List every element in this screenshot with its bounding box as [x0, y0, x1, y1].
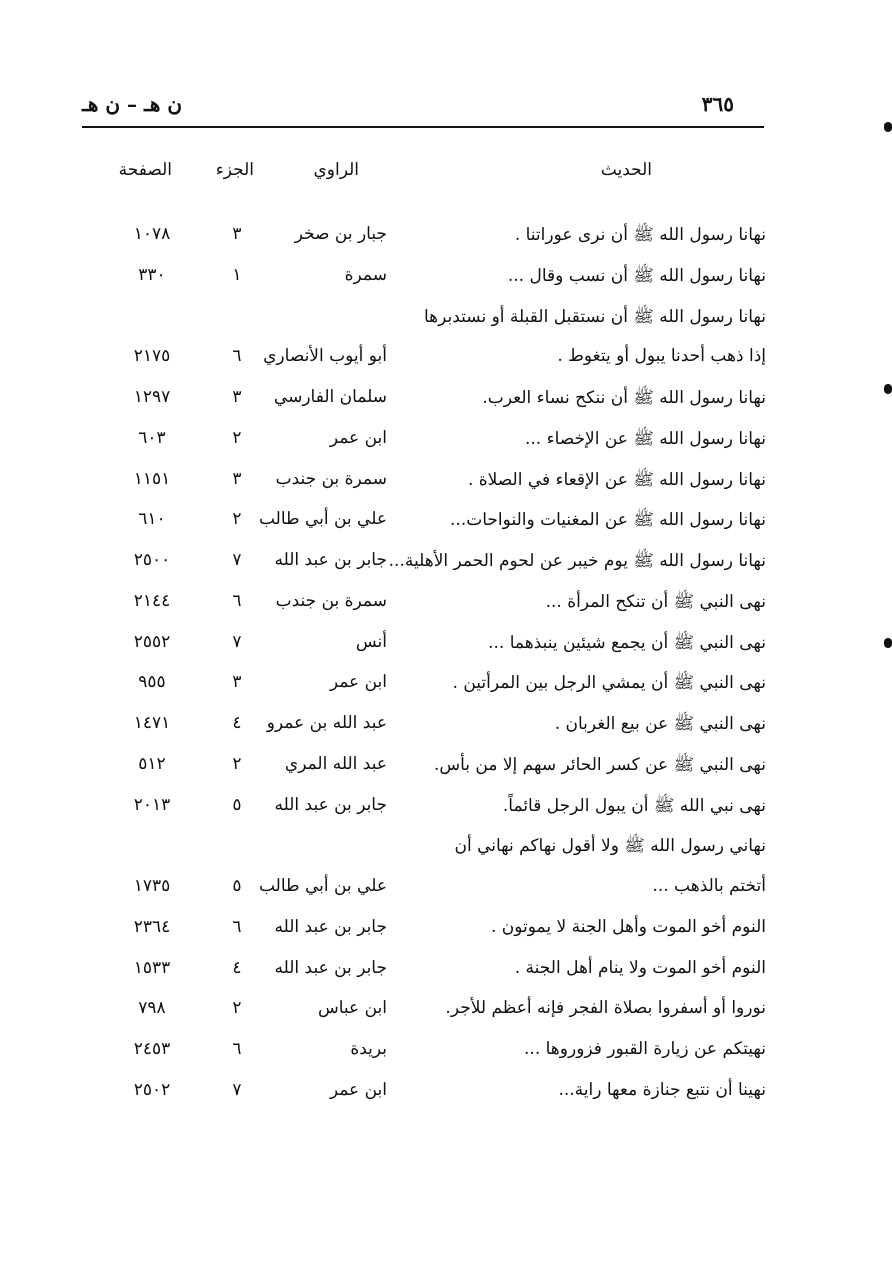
volume: ٧ — [232, 550, 242, 570]
page-ref: ٥١٢ — [138, 753, 166, 774]
section-label: ن هـ – ن هـ — [82, 92, 183, 116]
volume: ٢ — [232, 998, 242, 1019]
page-ref: ٣٣٠ — [138, 264, 166, 285]
hadith-text: نهانا رسول الله ﷺ أن نسب وقال ... — [507, 265, 766, 286]
volume: ٢ — [232, 509, 242, 530]
table-row — [0, 300, 892, 341]
volume: ٣ — [232, 468, 242, 489]
page-ref: ٢١٤٤ — [133, 590, 171, 611]
volume: ٣ — [232, 672, 242, 693]
narrator: سلمان الفارسي — [273, 387, 387, 407]
hadith-text: نهى النبي ﷺ أن تنكح المرأة ... — [545, 591, 766, 612]
scan-mark — [884, 638, 892, 648]
page-ref: ١١٥١ — [133, 468, 171, 489]
volume: ٤ — [232, 957, 242, 978]
volume: ١ — [232, 264, 242, 285]
column-header-page: الصفحة — [118, 160, 172, 180]
narrator: سمرة بن جندب — [275, 468, 387, 489]
volume: ٥ — [232, 794, 242, 815]
hadith-text: نهاني رسول الله ﷺ ولا أقول نهاكم نهاني أن — [454, 836, 766, 857]
table-row — [0, 381, 892, 422]
narrator: جابر بن عبد الله — [274, 957, 387, 978]
table-row — [0, 1033, 892, 1074]
page-ref: ١٤٧١ — [133, 713, 171, 733]
hadith-text: نهانا رسول الله ﷺ عن الإقعاء في الصلاة . — [467, 469, 766, 490]
table-row — [0, 218, 892, 259]
narrator: علي بن أبي طالب — [258, 876, 387, 896]
narrator: ابن عمر — [329, 1079, 387, 1100]
page-ref: ٢٠١٣ — [133, 794, 171, 815]
table-row — [0, 585, 892, 626]
volume: ٣ — [232, 224, 242, 244]
volume: ٦ — [232, 1039, 242, 1059]
hadith-text: نهينا أن نتبع جنازة معها راية... — [558, 1079, 766, 1100]
page-ref: ٦٠٣ — [138, 427, 166, 448]
hadith-text: إذا ذهب أحدنا يبول أو يتغوط . — [557, 346, 766, 367]
table-row — [0, 626, 892, 667]
table-row — [0, 707, 892, 748]
table-row — [0, 503, 892, 544]
hadith-table — [0, 218, 892, 1115]
table-row — [0, 992, 892, 1033]
hadith-text: نهى النبي ﷺ أن يمشي الرجل بين المرأتين . — [452, 673, 766, 694]
volume: ٢ — [232, 753, 242, 774]
table-row — [0, 259, 892, 300]
narrator: ابن عمر — [329, 672, 387, 693]
table-row — [0, 340, 892, 381]
page-ref: ٩٥٥ — [138, 672, 166, 693]
hadith-text: نهى النبي ﷺ عن كسر الحائر سهم إلا من بأس. — [433, 754, 766, 775]
table-row — [0, 748, 892, 789]
narrator: جبار بن صخر — [294, 224, 387, 244]
hadith-text: نهانا رسول الله ﷺ يوم خيبر عن لحوم الحمر الأهلية... — [388, 551, 766, 571]
hadith-text: نهانا رسول الله ﷺ أن نرى عوراتنا . — [514, 225, 766, 245]
page-number: ٣٦٥ — [701, 92, 734, 116]
hadith-text: نهانا رسول الله ﷺ عن الإخصاء ... — [525, 428, 766, 449]
hadith-text: النوم أخو الموت ولا ينام أهل الجنة . — [514, 957, 766, 978]
narrator: جابر بن عبد الله — [274, 916, 387, 937]
volume: ٦ — [232, 916, 242, 937]
table-row — [0, 870, 892, 911]
narrator: علي بن أبي طالب — [258, 509, 387, 530]
narrator: جابر بن عبد الله — [274, 794, 387, 815]
page-ref: ٢٥٥٢ — [133, 631, 171, 652]
table-row — [0, 911, 892, 952]
page-ref: ٦١٠ — [138, 509, 166, 530]
hadith-text: نهى نبي الله ﷺ أن يبول الرجل قائماً. — [502, 795, 766, 816]
hadith-text: نهانا رسول الله ﷺ عن المغنيات والنواحات... — [450, 510, 766, 531]
narrator: ابن عمر — [329, 427, 387, 448]
page-ref: ٢١٧٥ — [133, 346, 171, 367]
volume: ٦ — [232, 346, 242, 367]
table-row — [0, 789, 892, 830]
page-ref: ١٥٣٣ — [133, 957, 171, 978]
narrator: جابر بن عبد الله — [274, 550, 387, 570]
volume: ٧ — [232, 1079, 242, 1100]
page-ref: ١٠٧٨ — [133, 224, 171, 244]
column-header-rawi: الراوي — [313, 160, 359, 180]
hadith-text: نهانا رسول الله ﷺ أن نستقبل القبلة أو نستدبرها — [423, 306, 766, 327]
column-header-juz: الجزء — [215, 160, 254, 180]
page-ref: ٢٣٦٤ — [133, 916, 171, 937]
hadith-text: نوروا أو أسفروا بصلاة الفجر فإنه أعظم للأجر. — [445, 998, 766, 1019]
hadith-text: نهيتكم عن زيارة القبور فزوروها ... — [524, 1039, 766, 1059]
table-row — [0, 666, 892, 707]
page-ref: ١٧٣٥ — [133, 876, 171, 896]
volume: ٢ — [232, 427, 242, 448]
volume: ٤ — [232, 713, 242, 733]
table-row — [0, 952, 892, 993]
scan-mark — [884, 122, 892, 132]
narrator: ابن عباس — [317, 998, 387, 1019]
volume: ٦ — [232, 590, 242, 611]
hadith-text: النوم أخو الموت وأهل الجنة لا يموتون . — [490, 916, 766, 937]
narrator: سمرة — [344, 264, 387, 285]
page-header — [82, 92, 764, 128]
volume: ٧ — [232, 631, 242, 652]
narrator: بريدة — [350, 1039, 387, 1059]
narrator: عبد الله المري — [284, 753, 387, 774]
table-row — [0, 422, 892, 463]
narrator: سمرة بن جندب — [275, 590, 387, 611]
hadith-text: نهانا رسول الله ﷺ أن ننكح نساء العرب. — [482, 388, 766, 408]
hadith-text: نهى النبي ﷺ عن بيع الغربان . — [554, 714, 766, 734]
page-ref: ٢٥٠٠ — [133, 550, 171, 570]
page-ref: ٢٥٠٢ — [133, 1079, 171, 1100]
table-row — [0, 1074, 892, 1115]
narrator: أنس — [355, 631, 387, 652]
narrator: أبو أيوب الأنصاري — [263, 346, 387, 367]
table-row — [0, 829, 892, 870]
hadith-text: نهى النبي ﷺ أن يجمع شيئين ينبذهما ... — [488, 632, 766, 653]
table-row — [0, 463, 892, 504]
volume: ٣ — [232, 387, 242, 407]
page-ref: ٧٩٨ — [138, 998, 166, 1019]
volume: ٥ — [232, 876, 242, 896]
scan-mark — [884, 384, 892, 394]
column-header-hadith: الحديث — [600, 160, 652, 180]
hadith-text: أتختم بالذهب ... — [652, 876, 766, 896]
narrator: عبد الله بن عمرو — [266, 713, 387, 733]
table-row — [0, 544, 892, 585]
page-ref: ١٢٩٧ — [133, 387, 171, 407]
page-ref: ٢٤٥٣ — [133, 1039, 171, 1059]
